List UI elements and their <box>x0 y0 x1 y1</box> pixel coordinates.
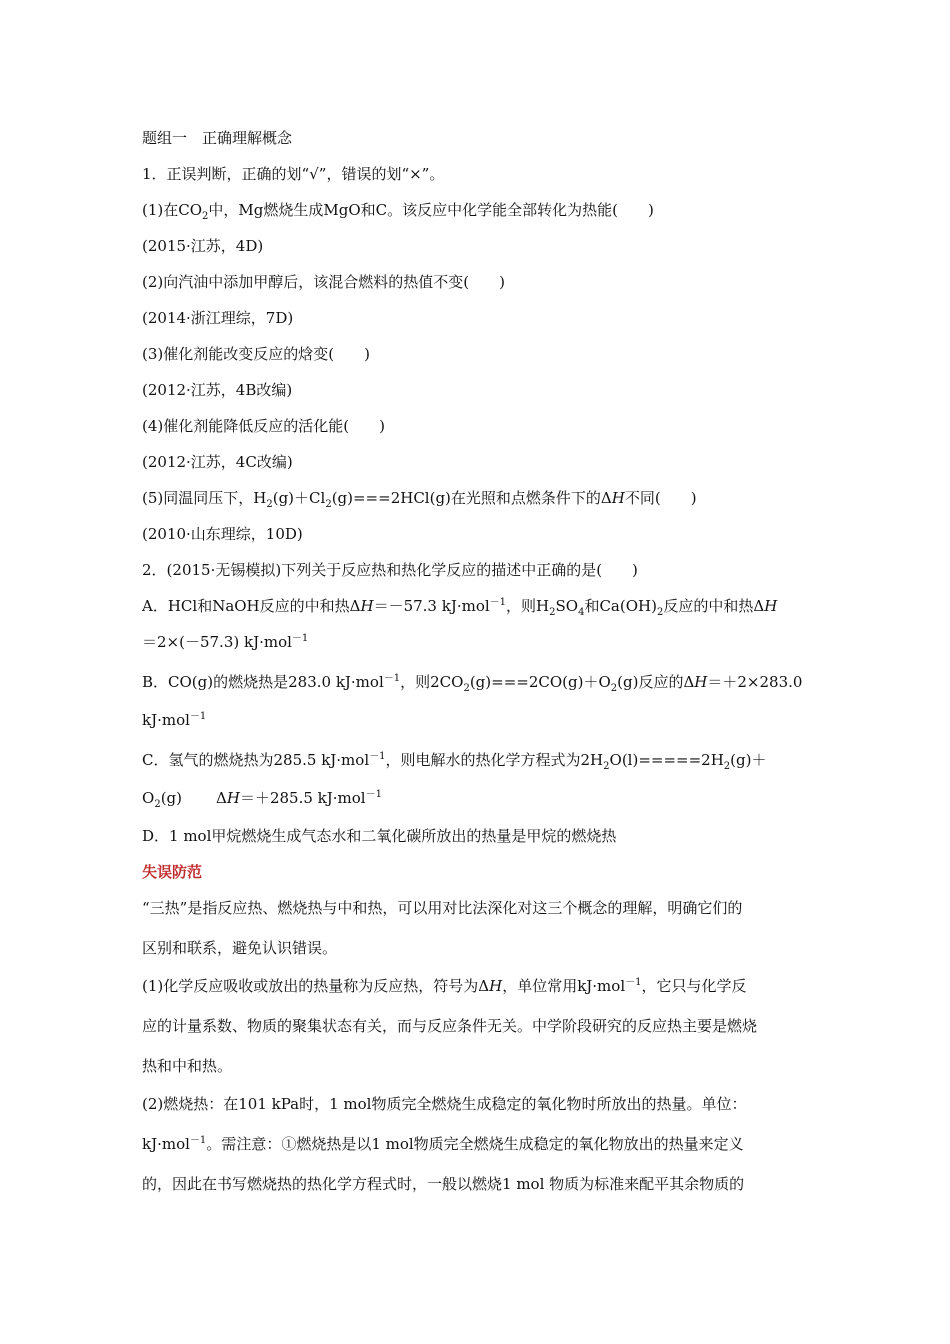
tips-paragraph-2-line-3: 热和中和热。 <box>142 1057 233 1075</box>
question-1-item-1: (1)在$CO_2$中，Mg燃烧生成MgO和C。该反应中化学能全部转化为热能( ) <box>142 201 654 222</box>
option-b-line-1: B．CO(g)的燃烧热是283.0 kJ·mol$^{-1}$，则$2CO_2(g)===2CO(g)+O_2(g)$反应的ΔH＝＋2×283.0 <box>142 673 803 694</box>
question-2-stem: 2．(2015·无锡模拟)下列关于反应热和热化学反应的描述中正确的是( ) <box>142 561 638 579</box>
tips-paragraph-1-line-1: “三热”是指反应热、燃烧热与中和热，可以用对比法深化对这三个概念的理解，明确它们的 <box>142 899 743 917</box>
option-b-line-2: kJ·mol$^{-1}$ <box>142 711 207 729</box>
question-1-item-5-source: (2010·山东理综，10D) <box>142 525 303 543</box>
option-c-line-2: $O_2(g)$ ΔH＝＋285.5 kJ·mol$^{-1}$ <box>142 789 382 810</box>
option-d: D．1 mol甲烷燃烧生成气态水和二氧化碳所放出的热量是甲烷的燃烧热 <box>142 827 617 845</box>
section-title: 题组一 正确理解概念 <box>142 129 293 147</box>
tips-paragraph-3-line-3: 的，因此在书写燃烧热的热化学方程式时，一般以燃烧1 mol 物质为标准来配平其余物质的 <box>142 1175 745 1193</box>
question-1-item-1-source: (2015·江苏，4D) <box>142 237 264 255</box>
option-a-line-2: ＝2×(－57.3) kJ·mol$^{-1}$ <box>142 633 309 651</box>
tips-paragraph-3-line-1: (2)燃烧热：在101 kPa时，1 mol物质完全燃烧生成稳定的氧化物时所放出的热量。单位： <box>142 1095 747 1113</box>
tips-paragraph-2-line-2: 应的计量系数、物质的聚集状态有关，而与反应条件无关。中学阶段研究的反应热主要是燃烧 <box>142 1017 758 1035</box>
question-1-item-4: (4)催化剂能降低反应的活化能( ) <box>142 417 385 435</box>
question-1-stem: 1．正误判断，正确的划“√”，错误的划“×”。 <box>142 165 445 183</box>
tips-paragraph-3-line-2: kJ·mol$^{-1}$。需注意：①燃烧热是以1 mol物质完全燃烧生成稳定的氧化物放出的热量来定义 <box>142 1135 744 1153</box>
tips-title: 失误防范 <box>142 863 203 881</box>
question-1-item-3: (3)催化剂能改变反应的焓变( ) <box>142 345 370 363</box>
tips-paragraph-2-line-1: (1)化学反应吸收或放出的热量称为反应热，符号为ΔH，单位常用kJ·mol$^{-1}$，它只与化学反 <box>142 977 747 995</box>
question-1-item-2-source: (2014·浙江理综，7D) <box>142 309 294 327</box>
question-1-item-4-source: (2012·江苏，4C改编) <box>142 453 293 471</box>
question-1-item-5: (5)同温同压下，$H_2(g)+Cl_2(g)===2HCl(g)$在光照和点燃条件下的ΔH不同( ) <box>142 489 697 510</box>
tips-paragraph-1-line-2: 区别和联系，避免认识错误。 <box>142 939 338 957</box>
question-1-item-3-source: (2012·江苏，4B改编) <box>142 381 293 399</box>
option-a-line-1: A．HCl和NaOH反应的中和热ΔH＝－57.3 kJ·mol$^{-1}$，则$H_2SO_4$和$Ca(OH)_2$反应的中和热ΔH <box>142 597 778 618</box>
option-c-line-1: C．氢气的燃烧热为285.5 kJ·mol$^{-1}$，则电解水的热化学方程式为$2H_2O(l)=====2H_2(g)+$ <box>142 751 767 772</box>
question-1-item-2: (2)向汽油中添加甲醇后，该混合燃料的热值不变( ) <box>142 273 505 291</box>
